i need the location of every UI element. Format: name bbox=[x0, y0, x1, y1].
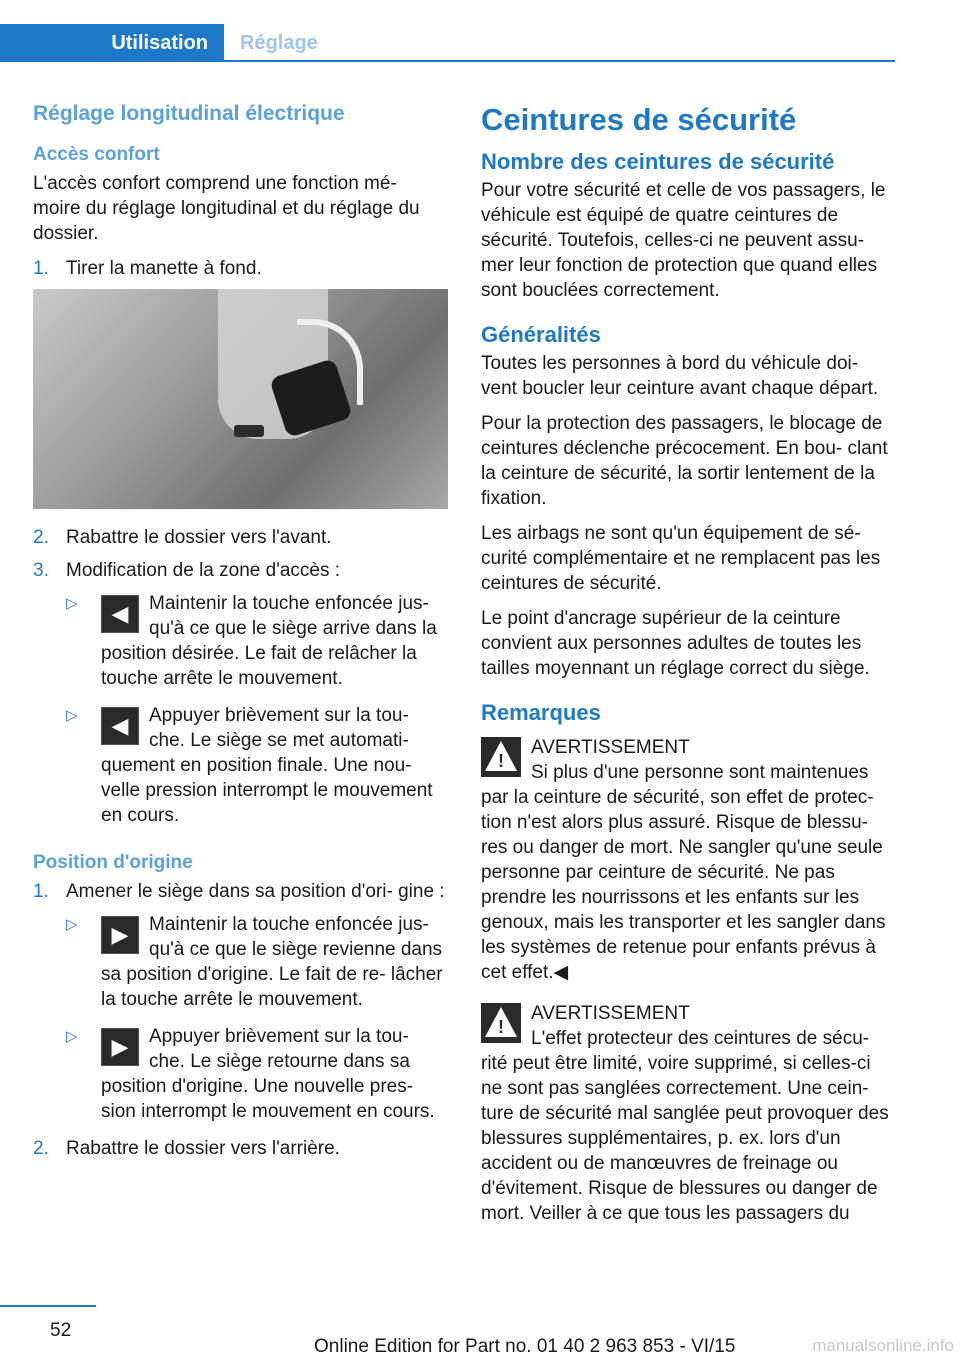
triangle-bullet-icon: ▷ bbox=[66, 595, 78, 612]
subsection-title-nombre: Nombre des ceintures de sécurité bbox=[481, 149, 835, 174]
bullet-text: Maintenir la touche enfoncée jus- qu'à ce que le siège arrive dans la position désirée. Le fait de relâcher la touche arrête le mouvement. bbox=[101, 593, 437, 689]
general-paragraph: Les airbags ne sont qu'un équipement de sé- curité complémentaire et ne remplacent pas les ceintures de sécurité. bbox=[481, 523, 881, 594]
warning-icon: ! bbox=[481, 1003, 521, 1043]
tab-utilisation[interactable]: Utilisation bbox=[0, 24, 224, 62]
header-divider bbox=[0, 60, 895, 62]
step-item bbox=[33, 558, 448, 583]
warning-block bbox=[481, 735, 897, 985]
page-number: 52 bbox=[50, 1320, 72, 1341]
section-title-reglage: Réglage longitudinal électrique bbox=[33, 102, 345, 125]
step-text: Modification de la zone d'accès : bbox=[66, 560, 341, 581]
section-title-ceintures: Ceintures de sécurité bbox=[481, 102, 797, 137]
acces-text: L'accès confort comprend une fonction mé- moire du réglage longitudinal et du réglage du dossier. bbox=[33, 173, 420, 244]
edition-info: Online Edition for Part no. 01 40 2 963 853 - VI/15 bbox=[314, 1336, 736, 1357]
step-number: 2. bbox=[33, 1138, 49, 1159]
forward-button-icon: ▶ bbox=[101, 916, 139, 954]
seat-button-shape bbox=[234, 425, 264, 437]
step-item bbox=[33, 1136, 448, 1161]
subsection-title-origine: Position d'origine bbox=[33, 852, 193, 873]
warning-title: AVERTISSEMENT bbox=[531, 737, 690, 758]
bullet-item bbox=[33, 912, 448, 1012]
subsection-title-generalites: Généralités bbox=[481, 322, 601, 347]
bullet-text: Appuyer brièvement sur la tou- che. Le siège retourne dans sa position d'origine. Une nouvelle pres- sion interrompt le mouvement en cours. bbox=[101, 1026, 435, 1122]
step-item bbox=[33, 525, 448, 550]
warning-block bbox=[481, 1001, 897, 1226]
bullet-item bbox=[33, 703, 448, 828]
bullet-text: Maintenir la touche enfoncée jus- qu'à ce que le siège revienne dans sa position d'origine. Le fait de re- lâcher la touche arrête le mouvement. bbox=[101, 914, 443, 1010]
left-column bbox=[33, 100, 448, 1169]
general-paragraph: Pour la protection des passagers, le blocage de ceintures déclenche précocement. En bou- clant la ceinture de sécurité, la sortir lentement de la fixation. bbox=[481, 413, 888, 509]
step-text: Amener le siège dans sa position d'ori- gine : bbox=[66, 881, 445, 902]
subsection-title-remarques: Remarques bbox=[481, 700, 601, 725]
warning-icon: ! bbox=[481, 737, 521, 777]
triangle-bullet-icon: ▷ bbox=[66, 707, 78, 724]
step-item bbox=[33, 879, 448, 904]
triangle-bullet-icon: ▷ bbox=[66, 916, 78, 933]
step-number: 2. bbox=[33, 527, 49, 548]
step-number: 1. bbox=[33, 881, 49, 902]
general-paragraph: Le point d'ancrage supérieur de la ceinture convient aux personnes adultes de toutes les tailles moyennant un réglage correct du siège. bbox=[481, 608, 870, 679]
forward-button-icon: ▶ bbox=[101, 1028, 139, 1066]
warning-text: L'effet protecteur des ceintures de sécu- rité peut être limité, voire supprimé, si celles-ci ne sont pas sanglées correctement. Une cein- ture de sécurité mal sanglée peut provoquer des blessures supplémentaires, p. ex. lors d'un accident ou de manœuvres de freinage ou d'évitement. Risque de blessures ou danger de mort. Veiller à ce que tous les passagers du bbox=[481, 1028, 889, 1224]
warning-text: Si plus d'une personne sont maintenues par la ceinture de sécurité, son effet de protec- tion n'est alors plus assuré. Risque de blessu- res ou danger de mort. Ne sangler qu'une seule personne par ceinture de sécurité. Ne pas prendre les nourrissons et les enfants sur les genoux, mais les transporter et les sangler dans les systèmes de retenue pour enfants prévus à cet effet.◀ bbox=[481, 762, 886, 983]
footer-divider bbox=[0, 1305, 96, 1307]
step-text: Tirer la manette à fond. bbox=[66, 258, 262, 279]
step-text: Rabattre le dossier vers l'avant. bbox=[66, 527, 332, 548]
step-text: Rabattre le dossier vers l'arrière. bbox=[66, 1138, 340, 1159]
watermark: manualsonline.info bbox=[812, 1336, 954, 1355]
back-button-icon: ◀ bbox=[101, 707, 139, 745]
subsection-title-acces: Accès confort bbox=[33, 144, 160, 165]
step-item bbox=[33, 256, 448, 281]
seat-lever-photo bbox=[33, 289, 448, 509]
right-column bbox=[481, 100, 897, 1238]
warning-title: AVERTISSEMENT bbox=[531, 1003, 690, 1024]
step-number: 3. bbox=[33, 560, 49, 581]
nombre-text: Pour votre sécurité et celle de vos passagers, le véhicule est équipé de quatre ceintures de sécurité. Toutefois, celles-ci ne peuvent assu- mer leur fonction de protection que quand elles sont bouclées correctement. bbox=[481, 180, 886, 301]
header bbox=[0, 0, 960, 62]
general-paragraph: Toutes les personnes à bord du véhicule doi- vent boucler leur ceinture avant chaque départ. bbox=[481, 353, 879, 399]
step-number: 1. bbox=[33, 258, 49, 279]
bullet-item bbox=[33, 1024, 448, 1124]
bullet-item bbox=[33, 591, 448, 691]
tab-reglage[interactable]: Réglage bbox=[240, 31, 318, 54]
back-button-icon: ◀ bbox=[101, 595, 139, 633]
triangle-bullet-icon: ▷ bbox=[66, 1028, 78, 1045]
bullet-text: Appuyer brièvement sur la tou- che. Le siège se met automati- quement en position finale. Une nou- velle pression interrompt le mouvement en cours. bbox=[101, 705, 433, 826]
